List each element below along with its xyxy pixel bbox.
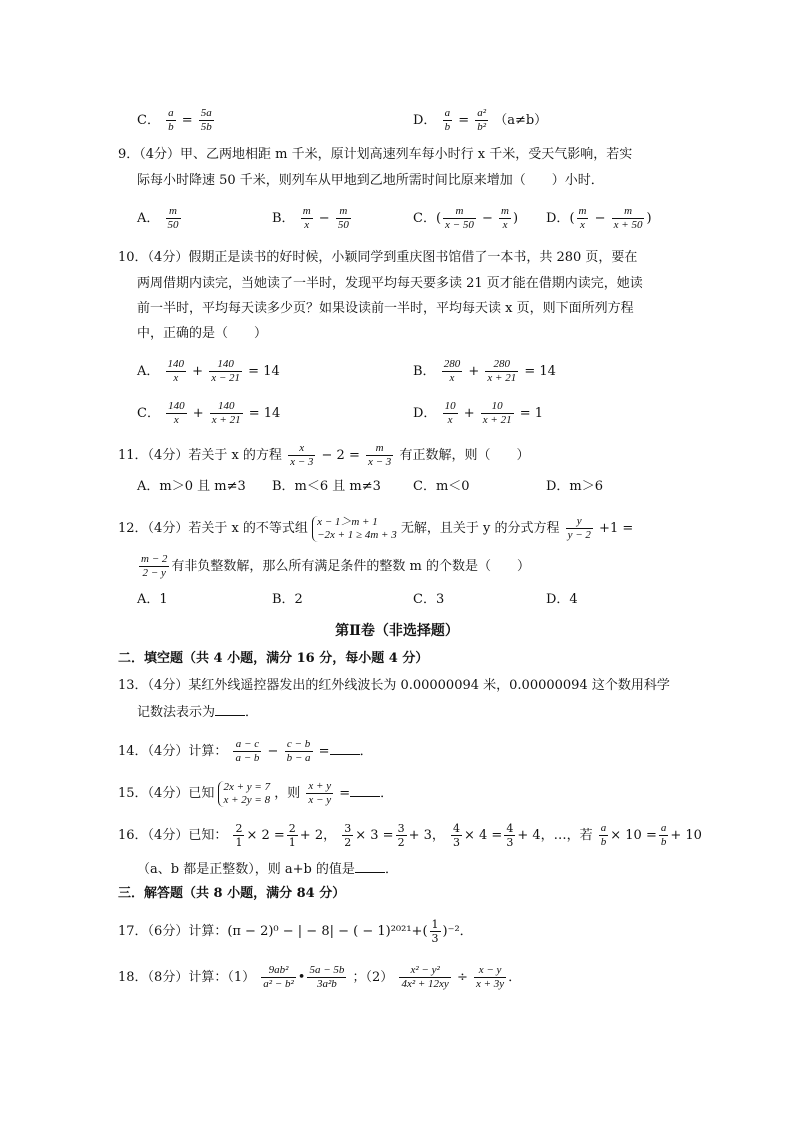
fraction <box>287 822 298 849</box>
q15 <box>118 780 393 807</box>
text: y <box>566 515 593 529</box>
text: )⁻²． <box>442 924 473 939</box>
text: m <box>578 205 587 217</box>
text: m − 2 <box>141 553 168 565</box>
q9-option-a <box>137 205 183 232</box>
fraction <box>307 964 346 991</box>
text: + <box>192 364 204 379</box>
text: 4x² + 12xy <box>401 978 449 990</box>
q12-option-d: D．4 <box>546 592 578 607</box>
text: − <box>267 744 279 759</box>
fraction <box>396 822 407 849</box>
fraction <box>504 822 515 849</box>
q11-option-a: A．m＞0 且 m≠3 <box>137 479 246 494</box>
text: m <box>501 205 509 217</box>
text: a <box>444 107 451 119</box>
section2-heading: 二．填空题（共 4 小题，满分 16 分，每小题 4 分） <box>118 651 429 666</box>
text: b − a <box>286 752 311 764</box>
text: 4 <box>453 822 460 835</box>
text: 140 <box>168 400 185 412</box>
text: B． <box>413 364 436 379</box>
text: b <box>600 836 607 848</box>
fraction <box>442 358 463 385</box>
q16-line2 <box>137 860 398 879</box>
fraction <box>481 400 514 427</box>
text: a <box>600 822 607 834</box>
text: = 14 <box>524 364 556 379</box>
text: 50 <box>167 219 179 231</box>
text: c − b <box>285 738 313 752</box>
text: ． <box>384 862 398 877</box>
text: − <box>318 211 330 226</box>
q18 <box>118 964 521 991</box>
text: 有正数解，则（ ） <box>399 448 530 463</box>
fraction <box>285 738 313 765</box>
q14 <box>118 738 373 765</box>
text: ． <box>508 970 522 985</box>
text: − <box>481 211 493 226</box>
fraction <box>443 400 458 427</box>
text: = <box>339 786 351 801</box>
answer-blank <box>330 742 360 755</box>
part2-title: 第Ⅱ卷（非选择题） <box>335 623 459 639</box>
text: = <box>318 744 330 759</box>
fraction <box>599 822 609 849</box>
text: ． <box>380 786 394 801</box>
q10-stem-line1: 10．（4分）假期正是读书的好时候，小颖同学到重庆图书馆借了一本书，共 280 页，要在 <box>118 250 638 265</box>
q11-option-c: C．m＜0 <box>413 479 470 494</box>
text: b <box>444 121 451 133</box>
text: b² <box>477 121 487 133</box>
condition: （a≠b） <box>494 113 548 128</box>
q13-line2 <box>137 703 258 722</box>
text: x + 2y = 8 <box>223 793 271 806</box>
text: x − y <box>308 794 332 806</box>
q10-stem-line3: 前一半时，平均每天读多少页？如果设读前一半时，平均每天读 x 页，则下面所列方程 <box>137 301 634 316</box>
text: x − 3 <box>290 456 314 468</box>
text: x + 21 <box>211 414 241 426</box>
text: × 2 = <box>246 828 285 843</box>
q8-option-d <box>413 107 547 134</box>
text: + <box>192 406 204 421</box>
q10-option-d <box>413 400 543 427</box>
q11-option-d: D．m＞6 <box>546 479 604 494</box>
text: +1 = <box>599 521 634 536</box>
text: 16．（4分）已知： <box>118 828 228 843</box>
text: x <box>173 414 179 426</box>
text: x + 21 <box>482 414 512 426</box>
fraction <box>566 515 593 542</box>
fraction <box>209 358 242 385</box>
q10-option-c <box>137 400 280 427</box>
text: 3 <box>397 822 405 835</box>
text: ÷ <box>456 970 468 985</box>
text: 9ab² <box>261 964 296 978</box>
text: 140 <box>209 358 242 372</box>
q9-option-d: D．( $\frac{m}{x}$ − $\frac{m}{x + 50}$ ) <box>546 205 652 231</box>
text: m <box>336 205 351 219</box>
equation-system <box>218 781 270 807</box>
text: A． <box>137 211 160 226</box>
text: x <box>173 372 179 384</box>
fraction <box>306 780 333 807</box>
q12-option-c: C．3 <box>413 592 445 607</box>
q11-stem <box>118 442 529 469</box>
q12-option-a: A．1 <box>137 592 168 607</box>
text: × 3 = <box>355 828 394 843</box>
text: x − y <box>474 964 506 978</box>
text: 2 <box>344 836 352 849</box>
text: 2 <box>288 822 296 835</box>
text: 140 <box>210 400 243 414</box>
text: ；（2） <box>352 970 394 985</box>
fraction <box>659 822 669 849</box>
text: x − 50 <box>445 219 474 231</box>
q9-stem-line1: 9．（4分）甲、乙两地相距 m 千米，原计划高速列车每小时行 x 千米，受天气影响，若实 <box>118 147 633 162</box>
text: = 14 <box>248 364 280 379</box>
fraction <box>139 553 169 580</box>
text: • <box>297 970 306 985</box>
fraction <box>301 205 313 232</box>
q10-option-a <box>137 358 280 385</box>
text: x + 50 <box>613 219 643 231</box>
text: −2x + 1 ≥ 4m + 3 <box>317 528 397 541</box>
text: D． <box>413 406 437 421</box>
fraction <box>577 205 589 232</box>
text: × 10 = <box>610 828 657 843</box>
q9-option-b <box>272 205 353 232</box>
text: 280 <box>485 358 518 372</box>
text: + 4，…，若 <box>517 828 593 843</box>
text: 2 <box>397 836 405 849</box>
fraction <box>485 358 518 385</box>
text: + <box>463 406 475 421</box>
q9-stem-line2: 际每小时降速 50 千米，则列车从甲地到乙地所需时间比原来增加（ ）小时． <box>137 173 604 188</box>
q10-stem-line2: 两周借期内读完，当她读了一半时，发现平均每天要多读 21 页才能在借期内读完，她读 <box>137 276 643 291</box>
text: a <box>660 822 667 834</box>
answer-blank <box>355 860 385 873</box>
text: 12．（4分）若关于 x 的不等式组 <box>118 521 308 536</box>
text: × 4 = <box>464 828 503 843</box>
text: y − 2 <box>567 529 591 541</box>
fraction <box>399 964 450 991</box>
fraction <box>612 205 645 232</box>
text: x <box>447 414 453 426</box>
text: a − b <box>235 752 260 764</box>
text: + <box>468 364 480 379</box>
text: 2 <box>235 822 243 835</box>
text: − <box>594 211 606 226</box>
text: = 1 <box>519 406 544 421</box>
fraction <box>342 822 353 849</box>
fraction <box>261 964 296 991</box>
text: x − 21 <box>211 372 241 384</box>
section3-heading: 三．解答题（共 8 小题，满分 84 分） <box>118 886 346 901</box>
text: + 3， <box>408 828 445 843</box>
text: 记数法表示为 <box>137 705 216 720</box>
q10-stem-line4: 中，正确的是（ ） <box>137 326 268 341</box>
text: 1 <box>288 836 296 849</box>
text: 3 <box>453 836 460 849</box>
fraction <box>166 400 187 427</box>
fraction <box>430 918 441 945</box>
text: 有非负整数解，那么所有满足条件的整数 m 的个数是（ ） <box>171 559 530 574</box>
text: 140 <box>167 358 185 370</box>
text: − 2 = <box>321 448 360 463</box>
text: b <box>168 121 174 133</box>
text: 10 <box>444 400 456 412</box>
text: 3a²b <box>317 978 337 990</box>
text: + 2， <box>299 828 337 843</box>
text: 1 <box>431 918 439 931</box>
fraction <box>475 107 488 134</box>
q16-line1 <box>118 822 702 849</box>
text: = 14 <box>248 406 281 421</box>
text: 18．（8分）计算：（1） <box>118 970 256 985</box>
fraction <box>443 107 453 134</box>
fraction <box>451 822 462 849</box>
text: m <box>166 205 181 219</box>
text: a² <box>477 107 487 119</box>
text: + 10 <box>670 828 702 843</box>
text: x <box>502 219 508 231</box>
fraction <box>443 205 476 232</box>
text: 11．（4分）若关于 x 的方程 <box>118 448 282 463</box>
fraction <box>166 205 181 232</box>
text: a <box>168 107 174 119</box>
answer-blank <box>215 703 245 716</box>
q13-line1: 13．（4分）某红外线遥控器发出的红外线波长为 0.00000094 米，0.00000094 这个数用科学 <box>118 678 670 693</box>
fraction <box>166 358 187 385</box>
text: 15．（4分）已知 <box>118 786 215 801</box>
text: 5a − 5b <box>309 964 345 976</box>
text: C． <box>137 406 160 421</box>
answer-blank <box>350 784 380 797</box>
inequality-system <box>312 516 397 542</box>
text: m <box>302 205 311 217</box>
text: x² − y² <box>399 964 450 978</box>
fraction <box>499 205 511 232</box>
text: m <box>366 442 393 456</box>
text: x − 3 <box>367 456 392 468</box>
text: x − 1＞m + 1 <box>317 515 378 528</box>
text: 5b <box>200 121 212 133</box>
text: 3 <box>431 932 439 945</box>
q8-option-c <box>137 107 216 134</box>
q11-option-b: B．m＜6 且 m≠3 <box>272 479 381 494</box>
text: x + 21 <box>487 372 517 384</box>
text: m <box>443 205 476 219</box>
text: x <box>288 442 315 456</box>
q12-option-b: B．2 <box>272 592 303 607</box>
text: 14．（4分）计算： <box>118 744 228 759</box>
text: b <box>660 836 667 848</box>
text: A． <box>137 364 160 379</box>
option-label: C． <box>137 113 160 128</box>
text: （a、b 都是正整数），则 a+b 的值是 <box>137 862 355 877</box>
text: 50 <box>337 219 349 231</box>
text: ． <box>245 705 259 720</box>
text: C． <box>413 211 436 226</box>
text: 3 <box>506 836 514 849</box>
text: 1 <box>235 836 243 849</box>
text: ，则 <box>274 786 301 801</box>
q12-stem-line2 <box>137 553 530 580</box>
fraction <box>233 738 261 765</box>
q9-option-c: C．( $\frac{m}{x - 50}$ − $\frac{m}{x}$ ) <box>413 205 519 231</box>
fraction <box>366 442 393 469</box>
text: a − c <box>233 738 261 752</box>
fraction <box>199 107 214 134</box>
fraction <box>474 964 506 991</box>
text: B． <box>272 211 295 226</box>
equals: = <box>458 113 470 128</box>
fraction <box>288 442 315 469</box>
text: 2x + y = 7 <box>223 780 271 793</box>
text: x <box>580 219 585 231</box>
text: 5a <box>200 107 212 119</box>
text: 4 <box>506 822 514 835</box>
text: m <box>612 205 645 219</box>
text: 280 <box>443 358 461 370</box>
text: 17．（6分）计算：(π − 2)⁰ − | − 8| − ( − 1)²⁰²¹+( <box>118 924 428 939</box>
equals: = <box>181 113 193 128</box>
text: x + y <box>308 780 332 792</box>
text: 10 <box>481 400 514 414</box>
text: 2 − y <box>142 567 166 579</box>
option-label: D． <box>413 113 437 128</box>
q17 <box>118 918 473 945</box>
text: 3 <box>344 822 352 835</box>
text: ． <box>359 744 373 759</box>
fraction <box>233 822 244 849</box>
text: x <box>449 372 455 384</box>
q10-option-b <box>413 358 556 385</box>
fraction <box>210 400 243 427</box>
text: x <box>304 219 310 231</box>
text: a² − b² <box>263 978 294 990</box>
text: 无解，且关于 y 的分式方程 <box>400 521 560 536</box>
fraction <box>166 107 176 134</box>
text: D． <box>546 211 570 226</box>
text: x + 3y <box>476 978 505 990</box>
fraction <box>336 205 351 232</box>
q12-stem-line1 <box>118 515 633 542</box>
